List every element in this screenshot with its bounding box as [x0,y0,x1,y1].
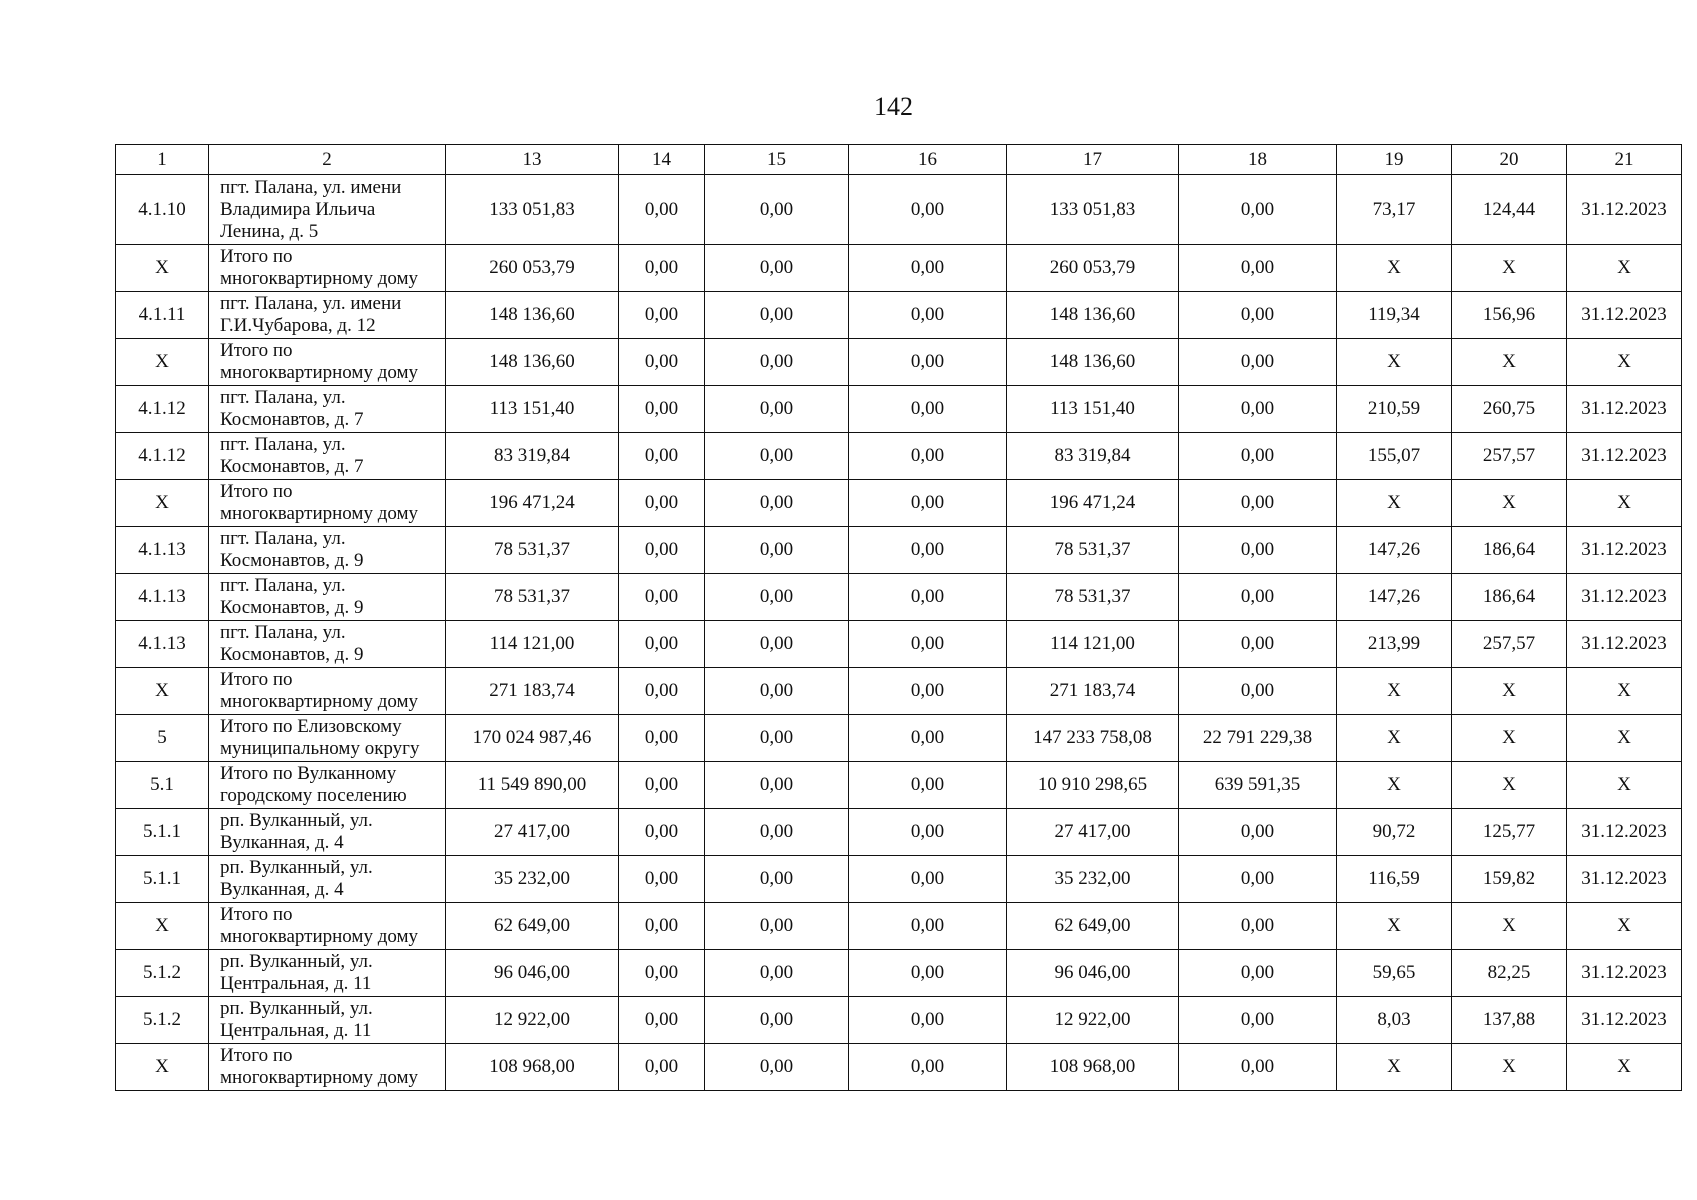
col-20-cell: X [1452,715,1567,762]
col-15-cell: 0,00 [705,339,849,386]
col-17-cell: 260 053,79 [1007,245,1179,292]
table-row [116,903,1682,950]
col-14-cell: 0,00 [619,997,705,1044]
col-13-cell: 12 922,00 [446,997,619,1044]
table-row [116,386,1682,433]
table-row [116,433,1682,480]
col-21-header: 21 [1567,145,1682,175]
col-20-cell: X [1452,762,1567,809]
col-13-cell: 27 417,00 [446,809,619,856]
col-16-cell: 0,00 [849,621,1007,668]
col-13-cell: 148 136,60 [446,339,619,386]
col-20-cell: 186,64 [1452,527,1567,574]
col-18-header: 18 [1179,145,1337,175]
col-14-header: 14 [619,145,705,175]
col-18-cell: 0,00 [1179,527,1337,574]
col-14-cell: 0,00 [619,668,705,715]
col-20-cell: 156,96 [1452,292,1567,339]
col-13-cell: 113 151,40 [446,386,619,433]
table-row [116,809,1682,856]
col-16-cell: 0,00 [849,433,1007,480]
address-cell: рп. Вулканный, ул. Центральная, д. 11 [209,950,446,997]
date-cell: 31.12.2023 [1567,950,1682,997]
col-17-cell: 12 922,00 [1007,997,1179,1044]
address-cell: пгт. Палана, ул. имени Владимира Ильича Ленина, д. 5 [209,175,446,245]
col-20-cell: 260,75 [1452,386,1567,433]
col-14-cell: 0,00 [619,715,705,762]
col-13-cell: 35 232,00 [446,856,619,903]
table-row [116,856,1682,903]
col-15-cell: 0,00 [705,292,849,339]
row-number-cell: 5.1.2 [116,997,209,1044]
col-16-cell: 0,00 [849,175,1007,245]
address-cell: пгт. Палана, ул. Космонавтов, д. 9 [209,621,446,668]
col-18-cell: 0,00 [1179,903,1337,950]
date-cell: 31.12.2023 [1567,433,1682,480]
date-cell: X [1567,480,1682,527]
row-number-cell: 4.1.13 [116,527,209,574]
col-16-cell: 0,00 [849,574,1007,621]
col-18-cell: 0,00 [1179,668,1337,715]
date-cell: X [1567,715,1682,762]
col-15-cell: 0,00 [705,809,849,856]
data-table [115,144,1682,1091]
table-row [116,762,1682,809]
col-17-cell: 196 471,24 [1007,480,1179,527]
col-20-cell: 186,64 [1452,574,1567,621]
col-18-cell: 0,00 [1179,386,1337,433]
col-18-cell: 0,00 [1179,997,1337,1044]
col-14-cell: 0,00 [619,762,705,809]
col-1-header: 1 [116,145,209,175]
col-17-cell: 133 051,83 [1007,175,1179,245]
col-13-cell: 170 024 987,46 [446,715,619,762]
col-18-cell: 0,00 [1179,621,1337,668]
col-15-cell: 0,00 [705,715,849,762]
table-header-row [116,145,1682,175]
col-17-cell: 78 531,37 [1007,527,1179,574]
col-19-cell: X [1337,480,1452,527]
address-cell: Итого по многоквартирному дому [209,668,446,715]
address-cell: Итого по многоквартирному дому [209,245,446,292]
col-13-cell: 11 549 890,00 [446,762,619,809]
row-number-cell: 4.1.12 [116,386,209,433]
col-20-cell: X [1452,1044,1567,1091]
col-13-cell: 148 136,60 [446,292,619,339]
col-15-cell: 0,00 [705,997,849,1044]
date-cell: 31.12.2023 [1567,292,1682,339]
col-20-cell: X [1452,903,1567,950]
col-14-cell: 0,00 [619,903,705,950]
date-cell: 31.12.2023 [1567,574,1682,621]
col-14-cell: 0,00 [619,386,705,433]
col-20-cell: 257,57 [1452,433,1567,480]
date-cell: X [1567,762,1682,809]
col-20-cell: X [1452,480,1567,527]
col-13-cell: 260 053,79 [446,245,619,292]
col-17-cell: 96 046,00 [1007,950,1179,997]
date-cell: X [1567,339,1682,386]
table-row [116,997,1682,1044]
col-20-header: 20 [1452,145,1567,175]
col-17-header: 17 [1007,145,1179,175]
address-cell: рп. Вулканный, ул. Вулканная, д. 4 [209,856,446,903]
col-14-cell: 0,00 [619,1044,705,1091]
address-cell: Итого по многоквартирному дому [209,903,446,950]
col-19-cell: 59,65 [1337,950,1452,997]
col-16-cell: 0,00 [849,480,1007,527]
row-number-cell: 4.1.13 [116,621,209,668]
table-row [116,245,1682,292]
page-number: 142 [874,92,913,121]
address-cell: пгт. Палана, ул. Космонавтов, д. 7 [209,386,446,433]
col-15-cell: 0,00 [705,433,849,480]
col-19-header: 19 [1337,145,1452,175]
date-cell: 31.12.2023 [1567,175,1682,245]
col-13-cell: 96 046,00 [446,950,619,997]
col-19-cell: 213,99 [1337,621,1452,668]
table-row [116,339,1682,386]
row-number-cell: 4.1.10 [116,175,209,245]
row-number-cell: X [116,480,209,527]
table-row [116,175,1682,245]
col-19-cell: 116,59 [1337,856,1452,903]
date-cell: X [1567,1044,1682,1091]
col-20-cell: X [1452,245,1567,292]
col-15-cell: 0,00 [705,175,849,245]
col-19-cell: X [1337,762,1452,809]
col-19-cell: 8,03 [1337,997,1452,1044]
date-cell: X [1567,245,1682,292]
date-cell: 31.12.2023 [1567,621,1682,668]
col-13-cell: 196 471,24 [446,480,619,527]
col-19-cell: X [1337,1044,1452,1091]
address-cell: Итого по многоквартирному дому [209,480,446,527]
col-17-cell: 113 151,40 [1007,386,1179,433]
col-17-cell: 10 910 298,65 [1007,762,1179,809]
col-13-cell: 108 968,00 [446,1044,619,1091]
table-row [116,527,1682,574]
col-19-cell: 147,26 [1337,527,1452,574]
row-number-cell: 5 [116,715,209,762]
row-number-cell: 4.1.13 [116,574,209,621]
row-number-cell: 4.1.11 [116,292,209,339]
col-17-cell: 35 232,00 [1007,856,1179,903]
address-cell: пгт. Палана, ул. имени Г.И.Чубарова, д. 12 [209,292,446,339]
col-18-cell: 0,00 [1179,175,1337,245]
col-19-cell: 119,34 [1337,292,1452,339]
col-16-cell: 0,00 [849,997,1007,1044]
row-number-cell: X [116,339,209,386]
col-13-cell: 83 319,84 [446,433,619,480]
col-20-cell: X [1452,339,1567,386]
col-20-cell: 159,82 [1452,856,1567,903]
col-20-cell: 82,25 [1452,950,1567,997]
col-15-cell: 0,00 [705,668,849,715]
col-17-cell: 83 319,84 [1007,433,1179,480]
col-14-cell: 0,00 [619,292,705,339]
col-13-cell: 62 649,00 [446,903,619,950]
col-18-cell: 0,00 [1179,292,1337,339]
col-15-cell: 0,00 [705,480,849,527]
col-20-cell: 137,88 [1452,997,1567,1044]
address-cell: пгт. Палана, ул. Космонавтов, д. 9 [209,527,446,574]
col-20-cell: 124,44 [1452,175,1567,245]
col-16-cell: 0,00 [849,668,1007,715]
address-cell: Итого по многоквартирному дому [209,1044,446,1091]
col-18-cell: 0,00 [1179,433,1337,480]
col-16-cell: 0,00 [849,903,1007,950]
table-body [116,145,1682,1091]
col-14-cell: 0,00 [619,856,705,903]
col-15-cell: 0,00 [705,1044,849,1091]
table-row [116,574,1682,621]
date-cell: 31.12.2023 [1567,527,1682,574]
date-cell: 31.12.2023 [1567,856,1682,903]
col-15-cell: 0,00 [705,245,849,292]
table-row [116,480,1682,527]
row-number-cell: X [116,1044,209,1091]
date-cell: X [1567,903,1682,950]
row-number-cell: X [116,903,209,950]
row-number-cell: 4.1.12 [116,433,209,480]
row-number-cell: 5.1.1 [116,856,209,903]
address-cell: Итого по Вулканному городскому поселению [209,762,446,809]
col-16-cell: 0,00 [849,762,1007,809]
table-row [116,668,1682,715]
col-16-cell: 0,00 [849,1044,1007,1091]
col-14-cell: 0,00 [619,527,705,574]
date-cell: X [1567,668,1682,715]
col-15-cell: 0,00 [705,903,849,950]
col-14-cell: 0,00 [619,245,705,292]
col-18-cell: 0,00 [1179,809,1337,856]
col-19-cell: 210,59 [1337,386,1452,433]
col-15-cell: 0,00 [705,527,849,574]
col-17-cell: 271 183,74 [1007,668,1179,715]
date-cell: 31.12.2023 [1567,809,1682,856]
row-number-cell: 5.1.2 [116,950,209,997]
col-18-cell: 22 791 229,38 [1179,715,1337,762]
col-14-cell: 0,00 [619,574,705,621]
col-19-cell: 90,72 [1337,809,1452,856]
table-row [116,715,1682,762]
col-19-cell: X [1337,668,1452,715]
col-17-cell: 27 417,00 [1007,809,1179,856]
col-16-cell: 0,00 [849,339,1007,386]
col-14-cell: 0,00 [619,480,705,527]
address-cell: пгт. Палана, ул. Космонавтов, д. 7 [209,433,446,480]
col-16-cell: 0,00 [849,809,1007,856]
row-number-cell: X [116,245,209,292]
col-18-cell: 0,00 [1179,339,1337,386]
col-15-header: 15 [705,145,849,175]
col-15-cell: 0,00 [705,950,849,997]
col-16-cell: 0,00 [849,386,1007,433]
col-13-cell: 133 051,83 [446,175,619,245]
col-18-cell: 0,00 [1179,950,1337,997]
date-cell: 31.12.2023 [1567,997,1682,1044]
table-row [116,1044,1682,1091]
col-14-cell: 0,00 [619,433,705,480]
col-17-cell: 148 136,60 [1007,292,1179,339]
col-19-cell: X [1337,903,1452,950]
col-18-cell: 0,00 [1179,574,1337,621]
col-17-cell: 147 233 758,08 [1007,715,1179,762]
row-number-cell: X [116,668,209,715]
col-18-cell: 0,00 [1179,1044,1337,1091]
col-13-cell: 78 531,37 [446,527,619,574]
col-14-cell: 0,00 [619,621,705,668]
address-cell: рп. Вулканный, ул. Вулканная, д. 4 [209,809,446,856]
col-14-cell: 0,00 [619,950,705,997]
col-18-cell: 0,00 [1179,245,1337,292]
col-18-cell: 0,00 [1179,480,1337,527]
row-number-cell: 5.1.1 [116,809,209,856]
col-14-cell: 0,00 [619,809,705,856]
col-20-cell: 125,77 [1452,809,1567,856]
col-19-cell: 155,07 [1337,433,1452,480]
col-17-cell: 108 968,00 [1007,1044,1179,1091]
col-20-cell: X [1452,668,1567,715]
col-20-cell: 257,57 [1452,621,1567,668]
col-16-cell: 0,00 [849,715,1007,762]
col-17-cell: 78 531,37 [1007,574,1179,621]
col-15-cell: 0,00 [705,574,849,621]
col-19-cell: X [1337,245,1452,292]
col-17-cell: 62 649,00 [1007,903,1179,950]
col-16-cell: 0,00 [849,527,1007,574]
row-number-cell: 5.1 [116,762,209,809]
address-cell: Итого по Елизовскому муниципальному округу [209,715,446,762]
col-17-cell: 148 136,60 [1007,339,1179,386]
col-15-cell: 0,00 [705,621,849,668]
table-row [116,621,1682,668]
col-14-cell: 0,00 [619,339,705,386]
col-16-header: 16 [849,145,1007,175]
col-19-cell: X [1337,715,1452,762]
col-16-cell: 0,00 [849,245,1007,292]
col-16-cell: 0,00 [849,292,1007,339]
address-cell: рп. Вулканный, ул. Центральная, д. 11 [209,997,446,1044]
col-19-cell: X [1337,339,1452,386]
col-18-cell: 0,00 [1179,856,1337,903]
col-17-cell: 114 121,00 [1007,621,1179,668]
col-13-cell: 114 121,00 [446,621,619,668]
address-cell: Итого по многоквартирному дому [209,339,446,386]
date-cell: 31.12.2023 [1567,386,1682,433]
address-cell: пгт. Палана, ул. Космонавтов, д. 9 [209,574,446,621]
col-14-cell: 0,00 [619,175,705,245]
col-13-header: 13 [446,145,619,175]
col-15-cell: 0,00 [705,856,849,903]
col-19-cell: 73,17 [1337,175,1452,245]
col-16-cell: 0,00 [849,856,1007,903]
col-15-cell: 0,00 [705,386,849,433]
table-row [116,292,1682,339]
col-15-cell: 0,00 [705,762,849,809]
col-18-cell: 639 591,35 [1179,762,1337,809]
col-19-cell: 147,26 [1337,574,1452,621]
col-2-header: 2 [209,145,446,175]
table-row [116,950,1682,997]
col-13-cell: 271 183,74 [446,668,619,715]
col-13-cell: 78 531,37 [446,574,619,621]
col-16-cell: 0,00 [849,950,1007,997]
